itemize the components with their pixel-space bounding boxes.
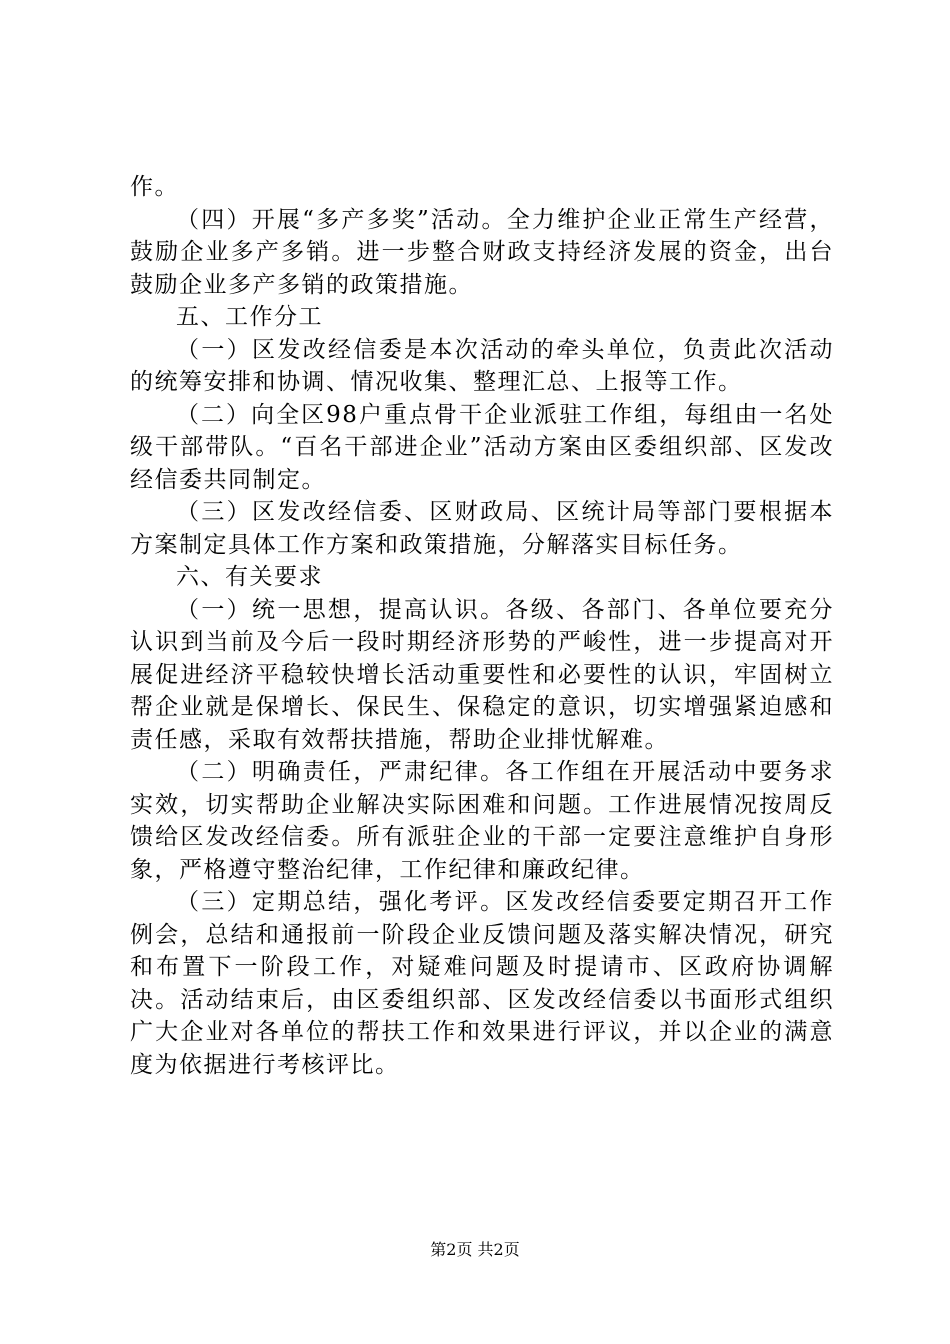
section-heading-5: 五、工作分工 [176,304,323,330]
section-heading-6: 六、有关要求 [176,564,323,590]
paragraph-item-6-2: （二）明确责任，严肃纪律。各工作组在开展活动中要务求实效，切实帮助企业解决实际困难和问题。工作进展情况按周反馈给区发改经信委。所有派驻企业的干部一定要注意维护自身形象，严格遵守整治纪律，工作纪律和廉政纪律。 [130,759,834,883]
paragraph-item-6-1: （一）统一思想，提高认识。各级、各部门、各单位要充分认识到当前及今后一段时期经济形势的严峻性，进一步提高对开展促进经济平稳较快增长活动重要性和必要性的认识，牢固树立帮企业就是保增长、保民生、保稳定的意识，切实增强紧迫感和责任感，采取有效帮扶措施，帮助企业排忧解难。 [130,596,834,753]
paragraph-item-6-3: （三）定期总结，强化考评。区发改经信委要定期召开工作例会，总结和通报前一阶段企业反馈问题及落实解决情况，研究和布置下一阶段工作，对疑难问题及时提请市、区政府协调解决。活动结束后，由区委组织部、区发改经信委以书面形式组织广大企业对各单位的帮扶工作和效果进行评议，并以企业的满意度为依据进行考核评比。 [130,889,834,1078]
paragraph-item-5-3: （三）区发改经信委、区财政局、区统计局等部门要根据本方案制定具体工作方案和政策措施，分解落实目标任务。 [130,499,834,558]
paragraph-item-5-2: （二）向全区98户重点骨干企业派驻工作组，每组由一名处级干部带队。“百名干部进企业”活动方案由区委组织部、区发改经信委共同制定。 [130,401,834,493]
document-body [130,171,834,1081]
paragraph-continuation: 作。 [130,174,179,200]
paragraph-item-4: （四）开展“多产多奖”活动。全力维护企业正常生产经营，鼓励企业多产多销。进一步整合财政支持经济发展的资金，出台鼓励企业多产多销的政策措施。 [130,206,834,298]
paragraph-item-5-1: （一）区发改经信委是本次活动的牵头单位，负责此次活动的统筹安排和协调、情况收集、整理汇总、上报等工作。 [130,336,834,395]
page-footer: 第2页 共2页 [430,1240,520,1259]
